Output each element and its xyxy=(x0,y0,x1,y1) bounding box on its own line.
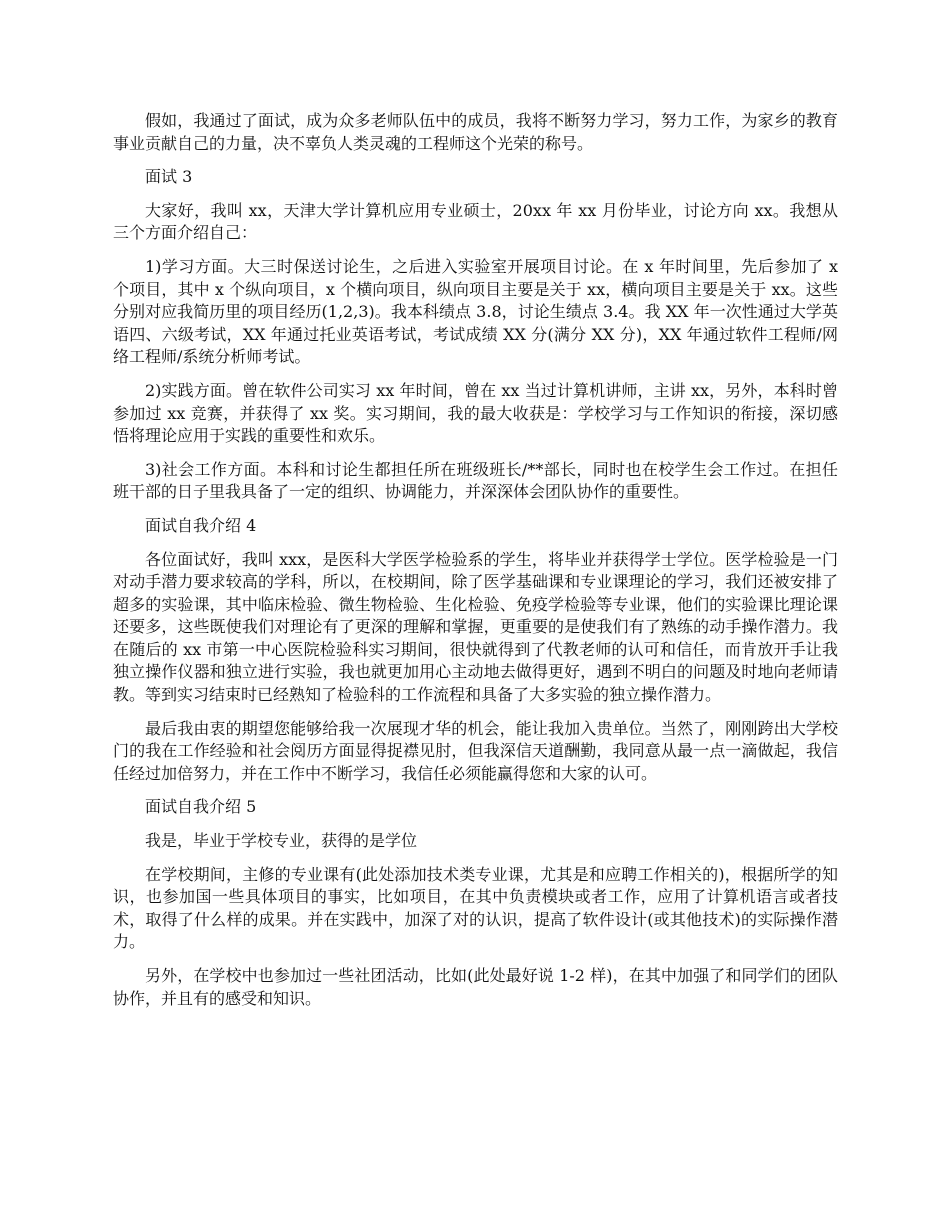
paragraph-closing-hope: 最后我由衷的期望您能够给我一次展现才华的机会，能让我加入贵单位。当然了，刚刚跨出大学校门的我在工作经验和社会阅历方面显得捉襟见肘，但我深信天道酬勤，我同意从最一点一滴做起，我信任经过加倍努力，并在工作中不断学习，我信任必须能赢得您和大家的认可。 xyxy=(113,718,838,783)
paragraph-social-work: 3)社会工作方面。本科和讨论生都担任所在班级班长/**部长，同时也在校学生会工作过。在担任班干部的日子里我具备了一定的组织、协调能力，并深深体会团队协作的重要性。 xyxy=(113,459,838,502)
paragraph-graduate-line: 我是，毕业于学校专业，获得的是学位 xyxy=(145,831,418,851)
paragraph-self-intro: 大家好，我叫 xx，天津大学计算机应用专业硕士，20xx 年 xx 月份毕业，讨论方向 xx。我想从三个方面介绍自己： xyxy=(113,200,838,243)
paragraph-practice: 2)实践方面。曾在软件公司实习 xx 年时间，曾在 xx 当过计算机讲师，主讲 xx，另外，本科时曾参加过 xx 竞赛，并获得了 xx 奖。实习期间，我的最大收获是：学校学习与工作知识的衔接，深切感悟将理论应用于实践的重要性和欢乐。 xyxy=(113,380,838,446)
paragraph-intro-closing: 假如，我通过了面试，成为众多老师队伍中的成员，我将不断努力学习，努力工作，为家乡的教育事业贡献自己的力量，决不辜负人类灵魂的工程师这个光荣的称号。 xyxy=(113,111,838,153)
section-heading-5: 面试自我介绍 5 xyxy=(145,797,257,817)
paragraph-study: 1)学习方面。大三时保送讨论生，之后进入实验室开展项目讨论。在 x 年时间里，先后参加了 x 个项目，其中 x 个纵向项目，x 个横向项目，纵向项目主要是关于 xx，横向项目主要是关于 xx。这些分别对应我简历里的项目经历(1,2,3)。我本科绩点 3.8，讨论生绩点 3.4。我 XX 年一次性通过大学英语四、六级考试，XX 年通过托业英语考试，考试成绩 XX 分(满分 XX 分)，XX 年通过软件工程师/网络工程师/系统分析师考试。 xyxy=(113,256,838,367)
section-heading-3: 面试 3 xyxy=(145,167,193,187)
paragraph-club-activities: 另外，在学校中也参加过一些社团活动，比如(此处最好说 1-2 样)，在其中加强了和同学们的团队协作，并且有的感受和知识。 xyxy=(113,966,838,1008)
section-heading-4: 面试自我介绍 4 xyxy=(145,515,257,535)
paragraph-medical-intro: 各位面试好，我叫 xxx，是医科大学医学检验系的学生，将毕业并获得学士学位。医学检验是一门对动手潜力要求较高的学科，所以，在校期间，除了医学基础课和专业课理论的学习，我们还被安排了超多的实验课，其中临床检验、微生物检验、生化检验、免疫学检验等专业课，他们的实验课比理论课还要多，这些既使我们对理论有了更深的理解和掌握，更重要的是使我们有了熟练的动手操作潜力。我在随后的 xx 市第一中心医院检验科实习期间，很快就得到了代教老师的认可和信任，而肯放开手让我独立操作仪器和独立进行实验，我也就更加用心主动地去做得更好，遇到不明白的问题及时地向老师请教。等到实习结束时已经熟知了检验科的工作流程和具备了大多实验的独立操作潜力。 xyxy=(113,549,838,705)
document-body xyxy=(113,110,838,1021)
paragraph-school-courses: 在学校期间，主修的专业课有(此处添加技术类专业课，尤其是和应聘工作相关的)，根据所学的知识，也参加国一些具体项目的事实，比如项目，在其中负责模块或者工作，应用了计算机语言或者技术，取得了什么样的成果。并在实践中，加深了对的认识，提高了软件设计(或其他技术)的实际操作潜力。 xyxy=(113,864,838,952)
